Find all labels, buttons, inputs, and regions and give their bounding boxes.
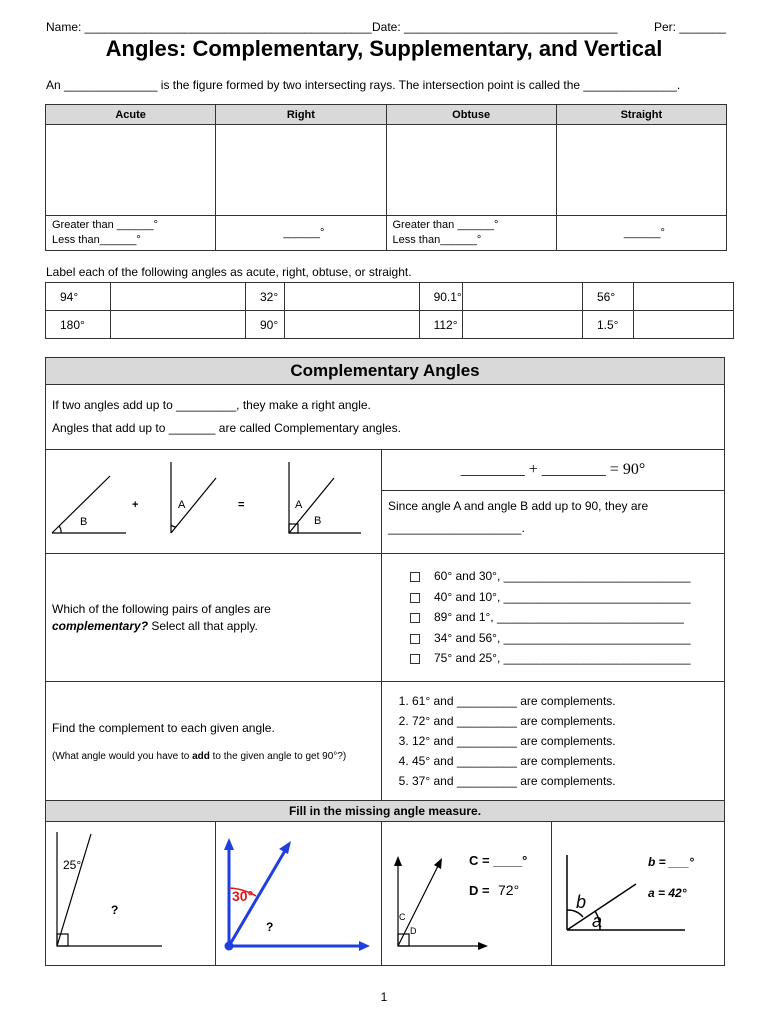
complementary-section — [45, 357, 725, 966]
col-acute: Acute — [46, 105, 216, 125]
angle-value: 112° — [419, 311, 462, 339]
pair-option[interactable]: 34° and 56°, ____________________________ — [410, 628, 724, 649]
list-item[interactable]: 2. 72° and _________ are complements. — [412, 711, 724, 731]
angle-label: 25° — [63, 858, 82, 872]
answer-cell[interactable] — [285, 283, 419, 311]
page-title: Angles: Complementary, Supplementary, and Vertical — [105, 36, 663, 61]
definition-line-1: If two angles add up to _________, they make a right angle. — [52, 398, 371, 412]
date-field[interactable]: Date: ________________________________ — [372, 20, 618, 34]
angle-types-table — [45, 104, 727, 251]
right-drawing-area[interactable] — [216, 125, 386, 216]
equals-sign: = — [238, 499, 245, 511]
list-item[interactable]: 1. 61° and _________ are complements. — [412, 691, 724, 711]
answer-cell[interactable] — [462, 311, 582, 339]
angle-value: 56° — [582, 283, 633, 311]
label-angles-table — [45, 282, 734, 339]
pair-option[interactable]: 75° and 25°, ____________________________ — [410, 648, 724, 669]
col-right: Right — [216, 105, 386, 125]
name-field[interactable]: Name: ___________________________________________ — [46, 20, 372, 34]
col-straight: Straight — [556, 105, 726, 125]
answer-cell[interactable] — [110, 311, 245, 339]
b-letter: b — [576, 892, 587, 912]
answer-cell[interactable] — [634, 283, 734, 311]
pairs-question-line-2 — [52, 618, 375, 635]
fill-problem-3[interactable] — [382, 822, 552, 966]
fill-missing-title: Fill in the missing angle measure. — [46, 801, 725, 822]
answer-cell[interactable] — [634, 311, 734, 339]
equation-cell — [382, 450, 725, 554]
angle-b-label: B — [80, 516, 88, 528]
straight-range[interactable]: ______° — [556, 216, 726, 251]
list-item[interactable]: 3. 12° and _________ are complements. — [412, 731, 724, 751]
obtuse-less: Less than______° — [392, 234, 482, 246]
checkbox[interactable] — [410, 654, 420, 664]
fill-diagram-3 — [382, 822, 550, 962]
pair-option[interactable]: 89° and 1°, ____________________________ — [410, 607, 724, 628]
unknown-label: ? — [111, 903, 119, 917]
list-item[interactable]: 4. 45° and _________ are complements. — [412, 751, 724, 771]
d-value: 72° — [498, 882, 520, 898]
period-field[interactable]: Per: _______ — [654, 20, 727, 34]
checkbox[interactable] — [410, 593, 420, 603]
pairs-question-bold: complementary? — [52, 618, 149, 633]
pairs-question-line-1: Which of the following pairs of angles are — [52, 601, 271, 616]
definition-line-2: Angles that add up to _______ are called Complementary angles. — [52, 421, 401, 435]
b-equation: b = ___° — [648, 855, 694, 869]
checkbox[interactable] — [410, 634, 420, 644]
complements-list — [382, 682, 725, 801]
angle-label: 30° — [232, 888, 254, 904]
angle-value: 90.1° — [419, 283, 462, 311]
fill-diagram-1 — [46, 822, 214, 962]
plus-sign: + — [132, 499, 139, 511]
answer-cell[interactable] — [462, 283, 582, 311]
acute-drawing-area[interactable] — [46, 125, 216, 216]
definition-cell — [46, 385, 725, 450]
page-number: 1 — [380, 990, 388, 1004]
list-item[interactable]: 5. 37° and _________ are complements. — [412, 771, 724, 791]
angle-a-label: A — [178, 499, 186, 511]
equation-line: ________ + ________ = 90° — [382, 450, 724, 491]
find-complement-cell — [46, 682, 382, 801]
angle-value: 94° — [46, 283, 111, 311]
right-range[interactable]: ______° — [216, 216, 386, 251]
c-equation: C = ____° — [469, 853, 528, 868]
since-blank[interactable]: ____________________. — [388, 521, 525, 535]
complementary-sum-diagram — [46, 450, 379, 550]
d-label: D — [410, 926, 417, 936]
fill-diagram-2 — [216, 822, 380, 962]
find-hint: (What angle would you have to add to the given angle to get 90°?) — [52, 750, 347, 762]
fill-problem-1[interactable] — [46, 822, 216, 966]
table-row — [46, 283, 734, 311]
find-hint-bold: add — [192, 750, 210, 762]
checkbox[interactable] — [410, 572, 420, 582]
unknown-label: ? — [266, 920, 274, 934]
find-instruction: Find the complement to each given angle. — [52, 720, 275, 735]
answer-cell[interactable] — [285, 311, 419, 339]
angle-b-label: B — [314, 515, 322, 527]
obtuse-drawing-area[interactable] — [386, 125, 556, 216]
checkbox[interactable] — [410, 613, 420, 623]
fill-diagram-4 — [552, 822, 722, 962]
col-obtuse: Obtuse — [386, 105, 556, 125]
acute-range[interactable] — [46, 216, 216, 251]
angle-value: 32° — [246, 283, 285, 311]
obtuse-greater: Greater than ______° — [392, 219, 499, 231]
pair-option[interactable]: 40° and 10°, ____________________________ — [410, 587, 724, 608]
d-equation-label: D = — [469, 883, 490, 898]
label-instruction: Label each of the following angles as acute, right, obtuse, or straight. — [46, 265, 412, 279]
answer-cell[interactable] — [110, 283, 245, 311]
fill-problem-2[interactable] — [216, 822, 382, 966]
pair-option[interactable]: 60° and 30°, ____________________________ — [410, 566, 724, 587]
c-label: C — [399, 912, 406, 922]
straight-drawing-area[interactable] — [556, 125, 726, 216]
intro-sentence: An ______________ is the figure formed by two intersecting rays. The intersection point is called the ______________. — [46, 78, 681, 92]
complementary-title: Complementary Angles — [46, 358, 725, 385]
angle-value: 90° — [246, 311, 285, 339]
acute-greater: Greater than ______° — [52, 219, 158, 231]
angle-value: 1.5° — [582, 311, 633, 339]
pairs-question-rest: Select all that apply. — [148, 618, 258, 633]
table-row — [46, 311, 734, 339]
angle-value: 180° — [46, 311, 111, 339]
since-statement: Since angle A and angle B add up to 90, they are — [388, 499, 649, 513]
pairs-list — [382, 554, 725, 682]
obtuse-range[interactable] — [386, 216, 556, 251]
fill-problem-4[interactable] — [552, 822, 725, 966]
angle-a-label: A — [295, 499, 303, 511]
a-letter: a — [592, 911, 603, 931]
a-equation: a = 42° — [648, 886, 687, 900]
since-text — [382, 491, 724, 543]
pairs-question-cell — [46, 554, 382, 682]
sum-diagram-cell — [46, 450, 382, 554]
acute-less: Less than______° — [52, 234, 141, 246]
